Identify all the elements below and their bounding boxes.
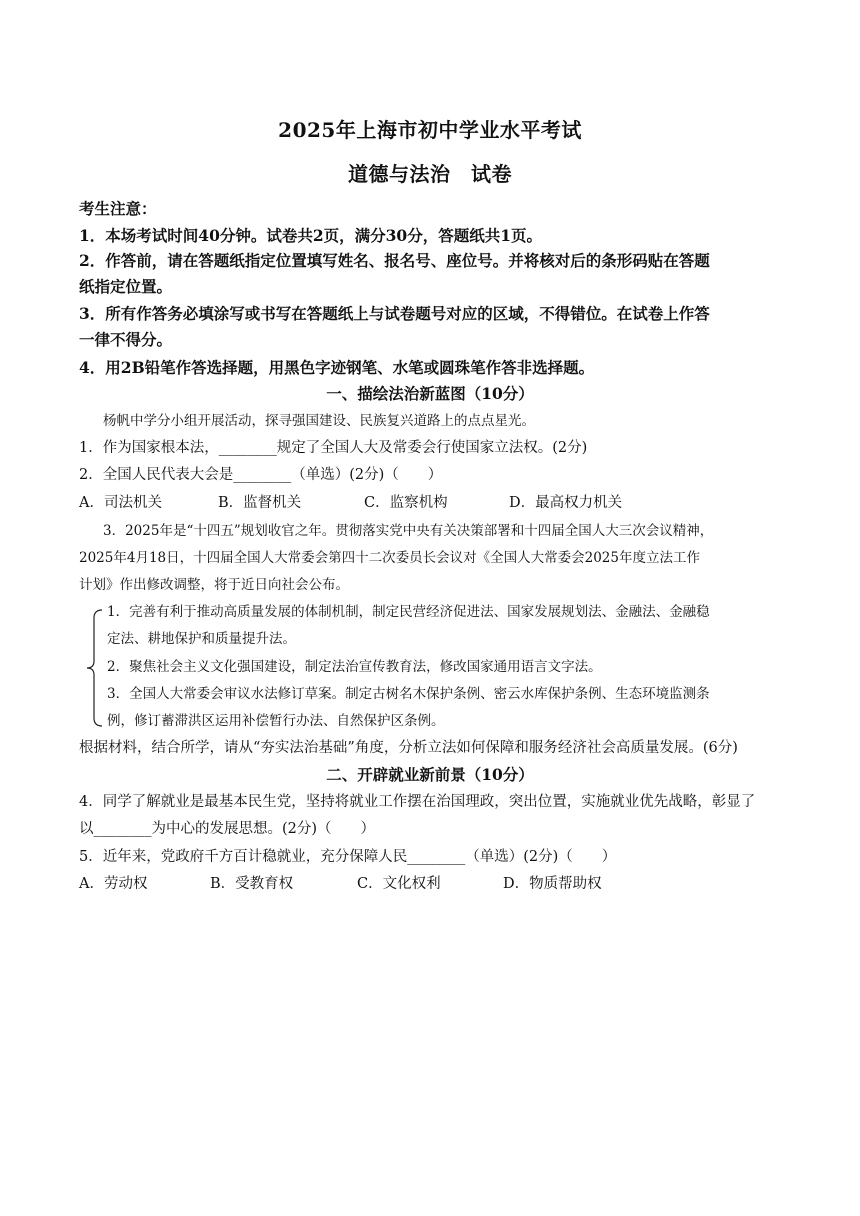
q2-option-d: D．最高权力机关	[509, 495, 623, 511]
q2-option-a: A．司法机关	[79, 495, 162, 511]
question-5: 5．近年来，党政府千方百计稳就业，充分保障人民________（单选）(2分)（ ）	[79, 849, 617, 865]
notice-item-4: 4．用2B铅笔作答选择题，用黑色字迹钢笔、水笔或圆珠笔作答非选择题。	[79, 358, 595, 377]
notice-item-3-line-1: 3．所有作答务必填涂写或书写在答题纸上与试卷题号对应的区域，不得错位。在试卷上作答	[79, 304, 710, 323]
question-4-line-2: 以________为中心的发展思想。(2分)（ ）	[79, 821, 376, 837]
notice-heading: 考生注意：	[79, 199, 157, 218]
q5-option-b: B．受教育权	[210, 876, 294, 892]
question-3-line-2: 2025年4月18日，十四届全国人大常委会第四十二次委员长会议对《全国人大常委会2025年度立法工作	[79, 550, 700, 566]
q5-option-d: D．物质帮助权	[503, 876, 602, 892]
notice-item-2-line-2: 纸指定位置。	[79, 277, 173, 296]
question-3-line-3: 计划》作出修改调整，将于近日向社会公布。	[79, 577, 349, 593]
notice-item-2-line-1: 2．作答前，请在答题纸指定位置填写姓名、报名号、座位号。并将核对后的条形码贴在答题	[79, 251, 710, 270]
exam-title: 2025年上海市初中学业水平考试	[278, 118, 582, 142]
q2-option-b: B．监督机关	[218, 495, 302, 511]
section-2-heading: 二、开辟就业新前景（10分）	[326, 765, 534, 784]
question-2: 2．全国人民代表大会是________（单选）(2分)（ ）	[79, 467, 443, 483]
question-3-line-1: 3．2025年是“十四五”规划收官之年。贯彻落实党中央有关决策部署和十四届全国人大三次会议精神，	[103, 523, 714, 539]
exam-subtitle: 道德与法治 试卷	[348, 162, 512, 186]
section-1-intro: 杨帆中学分小组开展活动，探寻强国建设、民族复兴道路上的点点星光。	[103, 413, 535, 429]
plan-item-3-line-1: 3．全国人大常委会审议水法修订草案。制定古树名木保护条例、密云水库保护条例、生态环境监测条	[107, 686, 710, 702]
q2-option-c: C．监察机构	[364, 495, 448, 511]
plan-item-2: 2．聚焦社会主义文化强国建设，制定法治宣传教育法，修改国家通用语言文字法。	[107, 659, 602, 675]
notice-item-1: 1．本场考试时间40分钟。试卷共2页，满分30分，答题纸共1页。	[79, 226, 542, 245]
question-1: 1．作为国家根本法，________规定了全国人大及常委会行使国家立法权。(2分)	[79, 440, 588, 456]
question-3-task: 根据材料，结合所学，请从“夯实法治基础”角度，分析立法如何保障和服务经济社会高质量发展。(6分)	[79, 740, 738, 756]
section-1-heading: 一、描绘法治新蓝图（10分）	[326, 384, 534, 403]
q5-option-c: C．文化权利	[357, 876, 441, 892]
plan-item-3-line-2: 例，修订蓄滞洪区运用补偿暂行办法、自然保护区条例。	[107, 713, 445, 729]
plan-item-1-line-1: 1．完善有利于推动高质量发展的体制机制，制定民营经济促进法、国家发展规划法、金融法、金融稳	[107, 604, 710, 620]
q5-option-a: A．劳动权	[79, 876, 148, 892]
notice-item-3-line-2: 一律不得分。	[79, 330, 173, 349]
plan-item-1-line-2: 定法、耕地保护和质量提升法。	[107, 631, 296, 647]
plan-brace-icon	[86, 609, 104, 727]
question-4-line-1: 4．同学了解就业是最基本民生党，坚持将就业工作摆在治国理政，突出位置，实施就业优先战略，彰显了	[79, 794, 756, 810]
